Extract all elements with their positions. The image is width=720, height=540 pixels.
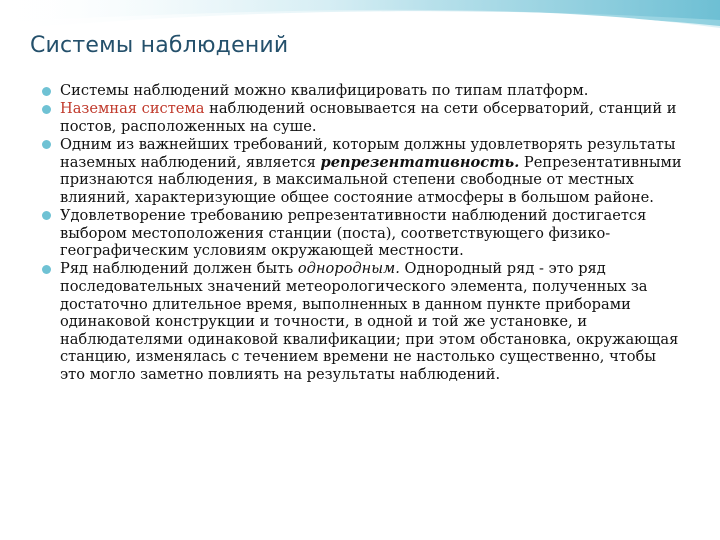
bullet-icon — [42, 140, 51, 149]
bullet-text-continued: Однородный ряд - это ряд последовательных значений метеорологического элемента, полученных за достаточно длительное время, выполненных в данном пункте приборами одинаковой конструкции и точности, в одной и той же установке, и наблюдателями одинаковой квалификации; при этом обстановка, окружающая станцию, изменялась с течением времени не настолько существенно, чтобы это могло заметно повлиять на результаты наблюдений. — [60, 260, 679, 383]
bullet-icon — [42, 105, 51, 114]
bullet-text: наблюдений основывается на сети обсерваторий, станций и постов, расположенных на суше. — [60, 100, 677, 135]
list-item — [42, 207, 682, 260]
list-item — [42, 136, 682, 206]
bullet-text-continued: Репрезентативными признаются наблюдения, в максимальной степени свободные от местных влияний, характеризующие общее состояние атмосферы в большом районе. — [60, 153, 682, 206]
bullet-list — [42, 82, 682, 384]
bullet-text: Одним из важнейших требований, которым должны удовлетворять результаты наземных наблюдений, является — [60, 135, 676, 171]
bullet-text: Системы наблюдений можно квалифицировать по типам платформ. — [60, 82, 589, 99]
bullet-text: Удовлетворение требованию репрезентативности наблюдений достигается выбором местоположения станции (поста), соответствующего физико-географическим условиям окружающей местности. — [60, 206, 647, 260]
list-item — [42, 82, 682, 100]
bullet-icon — [42, 87, 51, 96]
list-item — [42, 100, 682, 135]
list-item — [42, 260, 682, 383]
bullet-icon — [42, 265, 51, 274]
slide-title: Системы наблюдений — [30, 33, 289, 58]
bullet-text: Ряд наблюдений должен быть — [60, 260, 298, 278]
highlighted-term: Наземная система — [60, 100, 205, 118]
bullet-icon — [42, 211, 51, 220]
emphasized-term: репрезентативность. — [320, 153, 520, 171]
emphasized-term: однородным. — [297, 260, 400, 278]
